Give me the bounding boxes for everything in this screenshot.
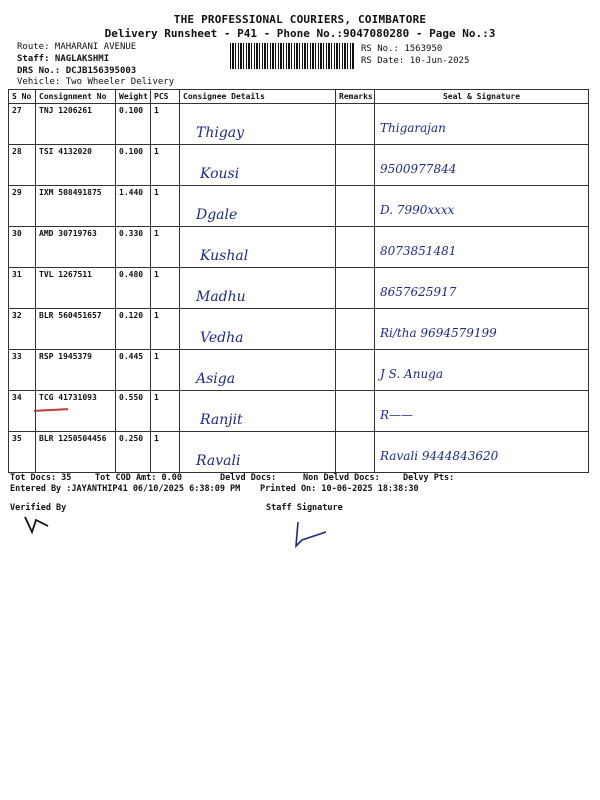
weight-cell: 0.480: [116, 268, 151, 309]
pcs-cell: 1: [151, 432, 180, 473]
signature-handwriting: 8073851481: [380, 244, 457, 258]
pcs-cell: 1: [151, 186, 180, 227]
remarks-cell: [336, 391, 375, 432]
remarks-cell: [336, 104, 375, 145]
sno-cell: 33: [9, 350, 36, 391]
staff-label: Staff: NAGLAKSHMI: [17, 54, 110, 64]
delvd-docs: Delvd Docs:: [220, 473, 277, 483]
consignment-cell: TCG 41731093: [36, 391, 116, 432]
route-label: Route: MAHARANI AVENUE: [17, 42, 137, 52]
consignment-cell: IXM 508491875: [36, 186, 116, 227]
remarks-cell: [336, 268, 375, 309]
table-row: [9, 391, 589, 432]
table-row: [9, 227, 589, 268]
company-title: THE PROFESSIONAL COURIERS, COIMBATORE: [173, 13, 427, 26]
consignee-handwriting: Ranjit: [200, 412, 243, 428]
consignment-cell: BLR 1250504456: [36, 432, 116, 473]
remarks-cell: [336, 145, 375, 186]
consignee-handwriting: Ravali: [196, 453, 241, 469]
entered-by: Entered By :JAYANTHIP41 06/10/2025 6:38:09 PM: [10, 484, 241, 494]
table-row: [9, 432, 589, 473]
vehicle-label: Vehicle: Two Wheeler Delivery: [17, 77, 175, 87]
runsheet-subtitle: Delivery Runsheet - P41 - Phone No.:9047080280 - Page No.:3: [104, 27, 496, 40]
weight-cell: 0.445: [116, 350, 151, 391]
consignee-handwriting: Madhu: [196, 289, 246, 305]
col-sno: S No: [9, 90, 36, 104]
weight-cell: 0.550: [116, 391, 151, 432]
remarks-cell: [336, 186, 375, 227]
table-row: [9, 186, 589, 227]
tot-cod-amt: Tot COD Amt: 0.00: [95, 473, 182, 483]
col-remarks: Remarks: [336, 90, 375, 104]
tot-docs: Tot Docs: 35: [10, 473, 72, 483]
table-row: [9, 104, 589, 145]
rs-number: RS No.: 1563950: [361, 44, 443, 54]
signature-handwriting: Thigarajan: [380, 121, 446, 135]
sno-cell: 31: [9, 268, 36, 309]
pcs-cell: 1: [151, 350, 180, 391]
consignment-cell: AMD 30719763: [36, 227, 116, 268]
sno-cell: 28: [9, 145, 36, 186]
sno-cell: 27: [9, 104, 36, 145]
signature-handwriting: R——: [380, 408, 414, 422]
consignee-handwriting: Asiga: [196, 371, 236, 387]
rs-date: RS Date: 10-Jun-2025: [361, 56, 470, 66]
sno-cell: 34: [9, 391, 36, 432]
verified-signature-mark: [22, 514, 50, 536]
drs-label: DRS No.: DCJB156395003: [17, 66, 137, 76]
consignee-handwriting: Vedha: [200, 330, 244, 346]
sno-cell: 29: [9, 186, 36, 227]
weight-cell: 0.120: [116, 309, 151, 350]
runsheet-table: [8, 89, 589, 473]
remarks-cell: [336, 350, 375, 391]
printed-on: Printed On: 10-06-2025 18:38:30: [260, 484, 419, 494]
col-weight: Weight: [116, 90, 151, 104]
signature-handwriting: Ri/tha 9694579199: [380, 326, 497, 340]
staff-signature-label: Staff Signature: [266, 503, 343, 513]
consignment-cell: TSI 4132020: [36, 145, 116, 186]
staff-signature-mark: [290, 518, 330, 552]
table-row: [9, 145, 589, 186]
consignee-handwriting: Kousi: [200, 166, 240, 182]
consignee-handwriting: Thigay: [196, 125, 245, 141]
col-consignee: Consignee Details: [180, 90, 336, 104]
non-delvd-docs: Non Delvd Docs:: [303, 473, 380, 483]
consignment-cell: RSP 1945379: [36, 350, 116, 391]
consignment-cell: TNJ 1206261: [36, 104, 116, 145]
pcs-cell: 1: [151, 227, 180, 268]
weight-cell: 0.100: [116, 104, 151, 145]
signature-handwriting: 9500977844: [380, 162, 457, 176]
weight-cell: 0.100: [116, 145, 151, 186]
pcs-cell: 1: [151, 145, 180, 186]
col-signature: Seal & Signature: [375, 90, 589, 104]
pcs-cell: 1: [151, 268, 180, 309]
barcode-image: [230, 43, 355, 69]
signature-handwriting: D. 7990xxxx: [380, 203, 455, 217]
consignment-cell: TVL 1267511: [36, 268, 116, 309]
col-pcs: PCS: [151, 90, 180, 104]
sno-cell: 32: [9, 309, 36, 350]
pcs-cell: 1: [151, 391, 180, 432]
signature-handwriting: Ravali 9444843620: [380, 449, 499, 463]
consignee-handwriting: Dgale: [196, 207, 238, 223]
table-row: [9, 350, 589, 391]
sno-cell: 30: [9, 227, 36, 268]
consignment-cell: BLR 560451657: [36, 309, 116, 350]
remarks-cell: [336, 227, 375, 268]
weight-cell: 0.330: [116, 227, 151, 268]
pcs-cell: 1: [151, 309, 180, 350]
signature-handwriting: 8657625917: [380, 285, 457, 299]
verified-by-label: Verified By: [10, 503, 67, 513]
table-header-row: [9, 90, 589, 104]
delvy-pts: Delvy Pts:: [403, 473, 455, 483]
remarks-cell: [336, 432, 375, 473]
signature-handwriting: J S. Anuga: [380, 367, 444, 381]
weight-cell: 0.250: [116, 432, 151, 473]
sno-cell: 35: [9, 432, 36, 473]
pcs-cell: 1: [151, 104, 180, 145]
weight-cell: 1.440: [116, 186, 151, 227]
remarks-cell: [336, 309, 375, 350]
table-row: [9, 268, 589, 309]
consignee-handwriting: Kushal: [200, 248, 249, 264]
col-consignment: Consignment No: [36, 90, 116, 104]
table-row: [9, 309, 589, 350]
